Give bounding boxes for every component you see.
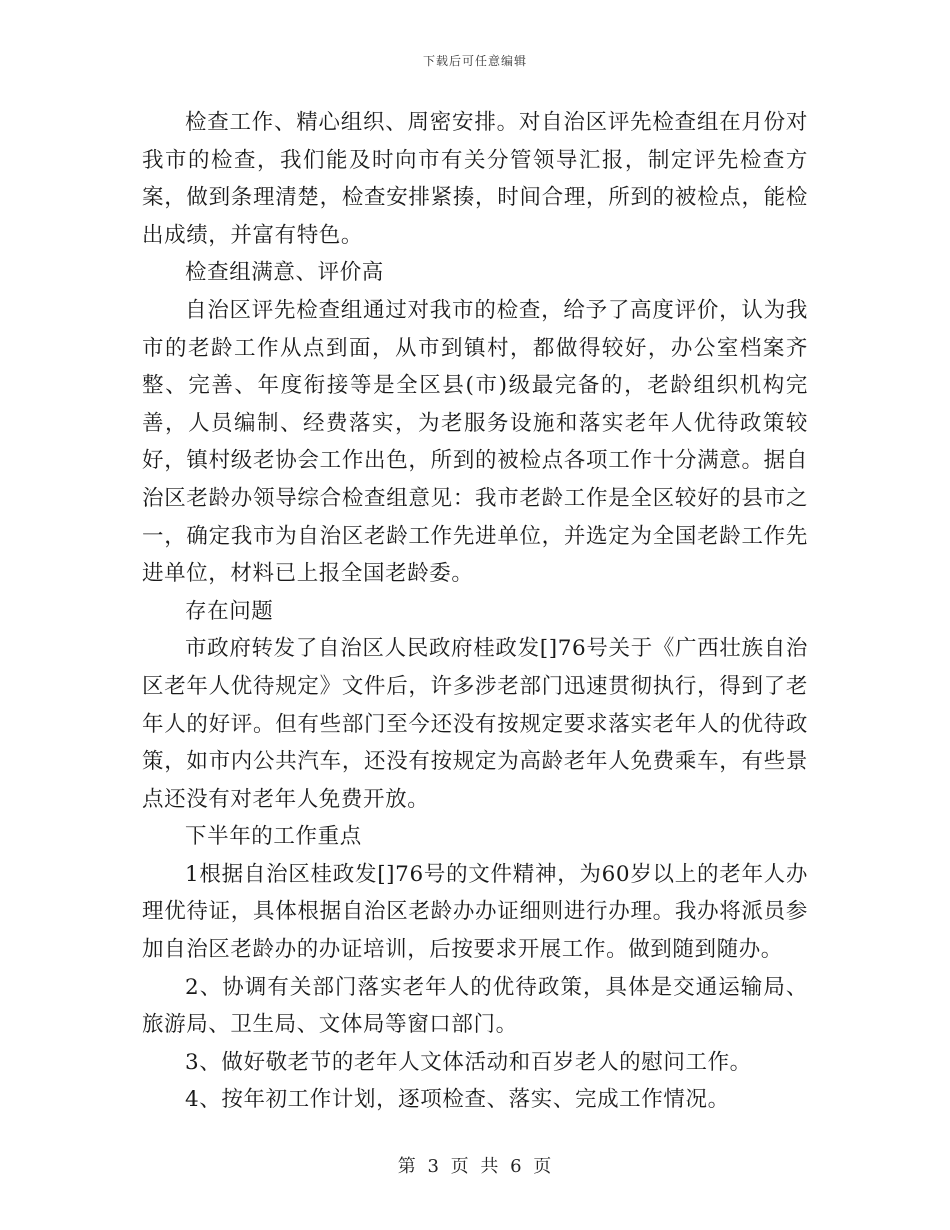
paragraph-focus-item-4: 4、按年初工作计划，逐项检查、落实、完成工作情况。	[185, 1087, 730, 1113]
footer-current-page: 3	[427, 1156, 440, 1177]
heading-second-half-focus: 下半年的工作重点	[185, 824, 362, 850]
paragraph-focus-item-3: 3、做好敬老节的老年人文体活动和百岁老人的慰问工作。	[185, 1049, 752, 1075]
footer-label-page: 页	[450, 1156, 470, 1177]
footer-total-pages: 6	[510, 1156, 523, 1177]
footer-label-before: 第	[397, 1156, 417, 1177]
footer-label-total: 共	[480, 1156, 500, 1177]
heading-inspection-satisfied: 检查组满意、评价高	[185, 260, 384, 286]
paragraph-inspection-evaluation: 自治区评先检查组通过对我市的检查，给予了高度评价，认为我市的老龄工作从点到面，从市到镇村，都做得较好，办公室档案齐整、完善、年度衔接等是全区县(市)级最完备的，老龄组织机构完善，人员编制、经费落实，为老服务设施和落实老年人优待政策较好，镇村级老协会工作出色，所到的被检点各项工作十分满意。据自治区老龄办领导综合检查组意见：我市老龄工作是全区较好的县市之一，确定我市为自治区老龄工作先进单位，并选定为全国老龄工作先进单位，材料已上报全国老龄委。	[142, 297, 808, 587]
paragraph-focus-item-1: 1根据自治区桂政发[]76号的文件精神，为60岁以上的老年人办理优待证，具体根据自治区老龄办办证细则进行办理。我办将派员参加自治区老龄办的办证培训，后按要求开展工作。做到随到随办。	[142, 861, 808, 963]
heading-existing-problems: 存在问题	[185, 598, 274, 624]
document-body	[142, 104, 808, 1119]
page-header-note: 下载后可任意编辑	[422, 54, 527, 68]
footer-label-after: 页	[533, 1156, 553, 1177]
paragraph-existing-problems: 市政府转发了自治区人民政府桂政发[]76号关于《广西壮族自治区老年人优待规定》文件后，许多涉老部门迅速贯彻执行，得到了老年人的好评。但有些部门至今还没有按规定要求落实老年人的优待政策，如市内公共汽车，还没有按规定为高龄老年人免费乘车，有些景点还没有对老年人免费开放。	[142, 636, 808, 812]
page-footer	[0, 1152, 950, 1178]
paragraph-inspection-work: 检查工作、精心组织、周密安排。对自治区评先检查组在月份对我市的检查，我们能及时向市有关分管领导汇报，制定评先检查方案，做到条理清楚，检查安排紧揍，时间合理，所到的被检点，能检出成绩，并富有特色。	[142, 110, 808, 248]
paragraph-focus-item-2: 2、协调有关部门落实老年人的优待政策，具体是交通运输局、旅游局、卫生局、文体局等窗口部门。	[142, 974, 808, 1038]
